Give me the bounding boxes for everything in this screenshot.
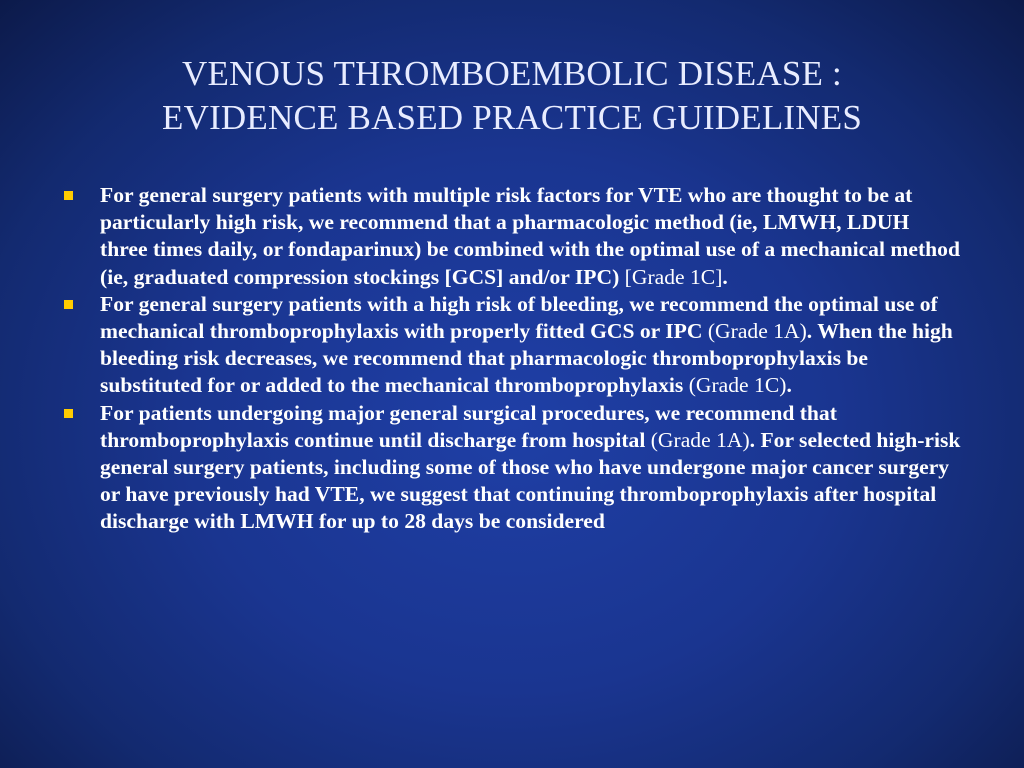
bullet-2-part-1: For general surgery patients with a high risk of bleeding, we recommend the optimal use of mechanical thromboprophylaxis with properly fitted GCS or IPC (100, 291, 938, 344)
bullet-item-2 (62, 291, 962, 400)
bullet-2-grade-2: (Grade 1C) (688, 373, 787, 398)
bullet-1-grade-1: [Grade 1C] (624, 264, 723, 289)
bullet-1-part-2: . (722, 264, 728, 289)
bullet-2-text (100, 292, 953, 398)
bullet-1-text (100, 183, 960, 289)
bullet-item-3 (62, 400, 962, 536)
bullet-1-part-1: For general surgery patients with multiple risk factors for VTE who are thought to be at particularly high risk, we recommend that a pharmacologic method (ie, LMWH, LDUH three times daily, or fondaparinux) be combined with the optimal use of a mechanical method (ie, graduated compression stockings [GCS] and/or IPC) (100, 183, 960, 289)
title-line-2: EVIDENCE BASED PRACTICE GUIDELINES (162, 98, 862, 137)
bullet-3-grade-1: (Grade 1A) (650, 427, 750, 452)
bullet-2-part-3: . (786, 373, 792, 398)
bullet-3-part-1: For patients undergoing major general surgical procedures, we recommend that thromboprophylaxis continue until discharge from hospital (100, 400, 837, 452)
square-bullet-icon (64, 409, 73, 418)
bullet-3-text (100, 401, 960, 534)
bullet-2-part-2: . When the high bleeding risk decreases, we recommend that pharmacologic thromboprophylaxis be substituted for or added to the mechanical thromboprophylaxis (100, 319, 953, 398)
title-line-1: VENOUS THROMBOEMBOLIC DISEASE : (182, 54, 842, 93)
bullet-list (62, 182, 962, 536)
bullet-3-part-2: . For selected high-risk general surgery patients, including some of those who have undergone major cancer surgery or have previously had VTE, we suggest that continuing thromboprophylaxis after hospital discharge with LMWH for up to 28 days be considered (100, 427, 961, 534)
square-bullet-icon (64, 191, 73, 200)
square-bullet-icon (64, 300, 73, 309)
bullet-2-grade-1: (Grade 1A) (707, 319, 807, 344)
slide-title (40, 52, 984, 140)
bullet-item-1 (62, 182, 962, 291)
